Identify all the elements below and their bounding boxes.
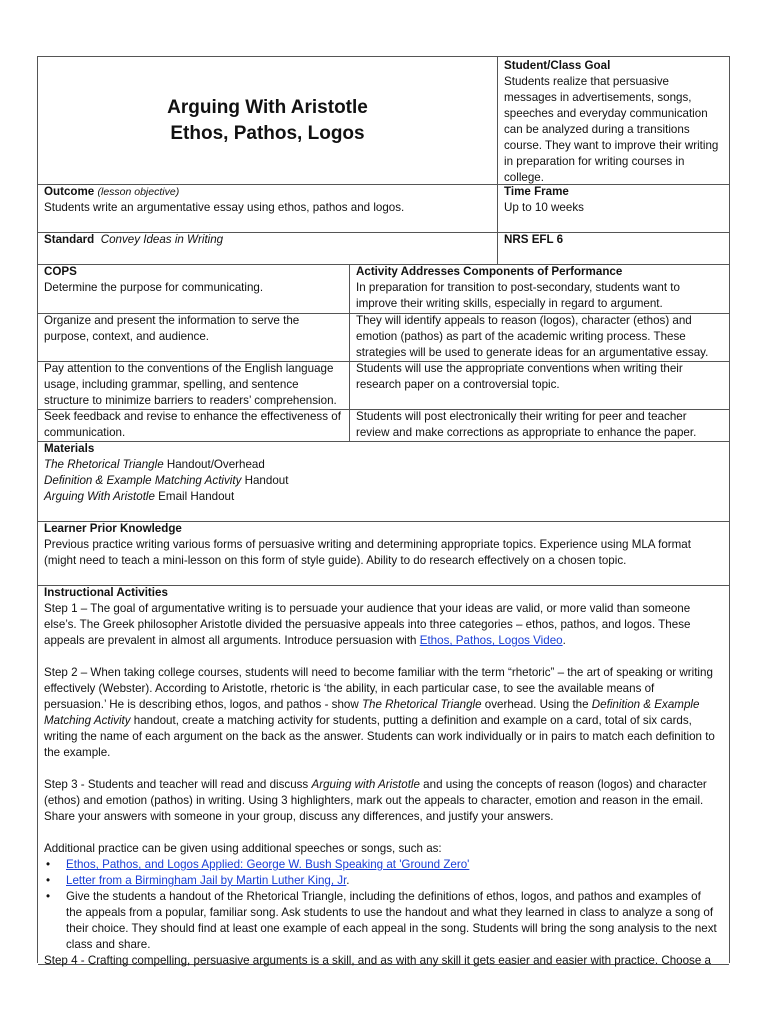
step-2: Step 2 – When taking college courses, students will need to become familiar with the term “rhetoric” – the art of speaking or writing effectively (Webster). According to Aristotle, rhetoric is ‘the ability, in each particular case, to see the available means of persuasion.’ He is describing ethos, logos, and pathos - show The Rhetorical Triangle overhead. Using the Definition & Example Matching Activity handout, create a matching activity for students, putting a definition and example on a card, total of six cards, writing the name of each argument on the back as the answer. Students can work individually or in pairs to match each definition to the example. <box>44 666 715 759</box>
outcome-text: Students write an argumentative essay using ethos, pathos and logos. <box>44 201 405 214</box>
activity-cell-1 <box>349 264 729 313</box>
outcome-cell <box>38 184 497 232</box>
ethos-pathos-logos-video-link[interactable]: Ethos, Pathos, Logos Video <box>419 634 563 647</box>
cops-label: COPS <box>44 265 77 278</box>
cop-text-2: Organize and present the information to serve the purpose, context, and audience. <box>44 314 300 343</box>
list-item: • Letter from a Birmingham Jail by Martin Luther King, Jr. <box>66 873 719 889</box>
prior-knowledge-label: Learner Prior Knowledge <box>44 522 182 535</box>
nrs-level: NRS EFL 6 <box>504 233 564 246</box>
time-frame-cell <box>497 184 729 232</box>
activity-cell-2 <box>349 313 729 361</box>
instruction-cell <box>38 585 729 967</box>
cop-cell-2 <box>38 313 349 361</box>
outcome-row <box>38 184 729 233</box>
lesson-plan-table <box>37 56 730 967</box>
prior-knowledge-text: Previous practice writing various forms of persuasive writing and determining appropriate topics. Experience using MLA format (might need to teach a mini-lesson on this form of style guide). Ability to do research effectively on a chosen topic. <box>44 538 691 567</box>
cops-row-4 <box>38 409 729 442</box>
cop-cell-1 <box>38 264 349 313</box>
step-4: Step 4 - Crafting compelling, persuasive arguments is a skill, and as with any skill it gets easier and easier with practice. Choose a <box>44 954 711 967</box>
standard-row <box>38 232 729 265</box>
bush-ground-zero-link[interactable]: Ethos, Pathos, and Logos Applied: George W. Bush Speaking at 'Ground Zero' <box>66 858 470 871</box>
cop-text-4: Seek feedback and revise to enhance the effectiveness of communication. <box>44 410 341 439</box>
instruction-row <box>38 585 729 965</box>
goal-label: Student/Class Goal <box>504 59 611 72</box>
header-row <box>38 57 729 185</box>
cops-row-1 <box>38 264 729 314</box>
activity-text-2: They will identify appeals to reason (logos), character (ethos) and emotion (pathos) as part of the academic writing process. These strategies will be used to generate ideas for an argumentative essay. <box>356 314 709 359</box>
instruction-label: Instructional Activities <box>44 586 168 599</box>
goal-cell <box>497 57 729 184</box>
activity-label: Activity Addresses Components of Performance <box>356 265 623 278</box>
standard-cell <box>38 232 497 264</box>
outcome-label: Outcome <box>44 185 95 198</box>
time-frame-value: Up to 10 weeks <box>504 201 584 214</box>
cops-row-2 <box>38 313 729 362</box>
standard-value: Convey Ideas in Writing <box>100 233 224 246</box>
activity-text-4: Students will post electronically their writing for peer and teacher review and make corrections as appropriate to enhance the paper. <box>356 410 697 439</box>
title-cell <box>38 57 497 184</box>
birmingham-jail-link[interactable]: Letter from a Birmingham Jail by Martin Luther King, Jr <box>66 874 347 887</box>
practice-list <box>44 857 719 953</box>
cop-cell-4 <box>38 409 349 441</box>
cop-cell-3 <box>38 361 349 409</box>
activity-cell-3 <box>349 361 729 409</box>
materials-cell <box>38 441 729 521</box>
lesson-subtitle: Ethos, Pathos, Logos <box>170 123 365 144</box>
prior-knowledge-cell <box>38 521 729 585</box>
materials-row <box>38 441 729 522</box>
list-item: • Give the students a handout of the Rhetorical Triangle, including the definitions of ethos, logos, and pathos and examples of the appeals from a popular, familiar song. Ask students to use the handout and what they learned in class to analyze a song of their choice. They should find at least one example of each appeal in the song. Students will bring the song analysis to the next class and share. <box>66 889 719 953</box>
lesson-title: Arguing With Aristotle <box>167 97 368 118</box>
cop-text-1: Determine the purpose for communicating. <box>44 281 264 294</box>
activity-text-3: Students will use the appropriate conventions when writing their research paper on a controversial topic. <box>356 362 683 391</box>
activity-text-1: In preparation for transition to post-secondary, students want to improve their writing skills, especially in regard to argument. <box>356 281 680 310</box>
time-frame-label: Time Frame <box>504 185 569 198</box>
list-item <box>66 857 719 873</box>
prior-knowledge-row <box>38 521 729 586</box>
nrs-cell <box>497 232 729 264</box>
additional-practice-text: Additional practice can be given using additional speeches or songs, such as: <box>44 842 442 855</box>
material-item: Arguing With Aristotle Email Handout <box>44 490 235 503</box>
standard-label: Standard <box>44 233 95 246</box>
goal-text: Students realize that persuasive messages in advertisements, songs, speeches and everyday communication can be analyzed during a transitions course. They want to improve their writing in preparation for writing courses in college. <box>504 75 719 184</box>
materials-label: Materials <box>44 442 95 455</box>
cop-text-3: Pay attention to the conventions of the English language usage, including grammar, spelling, and sentence structure to minimize barriers to readers’ comprehension. <box>44 362 337 407</box>
step-3: Step 3 - Students and teacher will read and discuss Arguing with Aristotle and using the concepts of reason (logos) and character (ethos) and emotion (pathos) in writing. Using 3 highlighters, mark out the appeals to character, emotion and reason in the email. Share your answers with someone in your group, discuss any differences, and justify your answers. <box>44 778 707 823</box>
material-item: The Rhetorical Triangle Handout/Overhead <box>44 458 265 471</box>
outcome-sublabel: (lesson objective) <box>97 186 180 198</box>
activity-cell-4 <box>349 409 729 441</box>
material-item: Definition & Example Matching Activity Handout <box>44 474 289 487</box>
cops-row-3 <box>38 361 729 410</box>
step-1: Step 1 – The goal of argumentative writing is to persuade your audience that your ideas are valid, or more valid than someone else’s. The Greek philosopher Aristotle divided the persuasive appeals into three categories – ethos, pathos, and logos. These appeals are prevalent in almost all arguments. Introduce persuasion with Ethos, Pathos, Logos Video. <box>44 602 691 647</box>
